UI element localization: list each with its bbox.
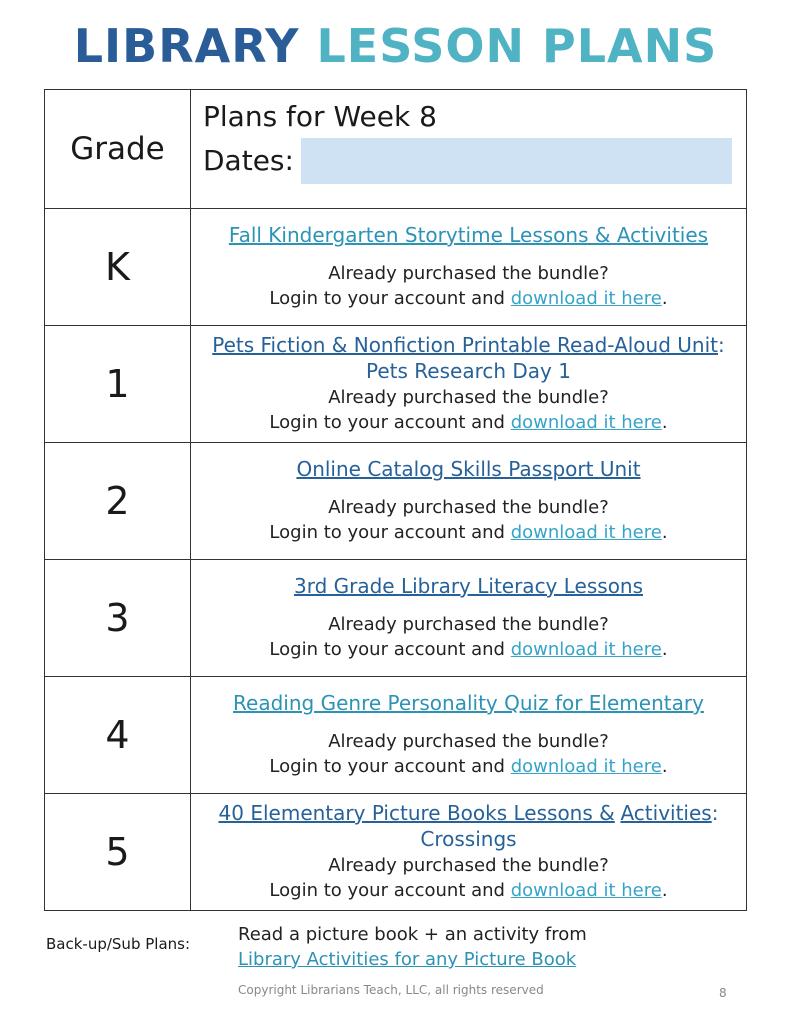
table-row [45,443,747,560]
table-row [45,326,747,443]
page-number: 8 [719,986,727,1000]
lesson-link-activities[interactable]: Activities [620,801,712,825]
already-purchased-text: Already purchased the bundle? [328,387,609,408]
login-text: Login to your account and [269,756,511,777]
table-row [45,209,747,326]
lesson-link[interactable]: Pets Fiction & Nonfiction Printable Read-Aloud Unit [212,333,718,357]
download-link[interactable]: download it here [510,412,662,433]
login-text: Login to your account and [269,522,511,543]
lesson-cell: Online Catalog Skills Passport Unit Already purchased the bundle? Login to your account and download it here. [191,443,747,560]
lesson-cell: Reading Genre Personality Quiz for Elementary Already purchased the bundle? Login to your account and download it here. [191,677,747,794]
download-link[interactable]: download it here [510,639,662,660]
backup-text: Read a picture book + an activity from [238,924,587,945]
grade-cell: 4 [45,677,191,794]
lesson-subtitle: : Crossings [420,801,719,851]
table-row [45,560,747,677]
page-title [0,14,791,78]
title-library: LIBRARY [73,19,300,73]
dates-label: Dates: [203,144,294,177]
lesson-link[interactable]: 3rd Grade Library Literacy Lessons [293,574,644,598]
login-text: Login to your account and [269,288,511,309]
already-purchased-text: Already purchased the bundle? [328,731,609,752]
table-row [45,794,747,911]
backup-plans [238,922,587,972]
already-purchased-text: Already purchased the bundle? [328,263,609,284]
login-text: Login to your account and [269,639,511,660]
grade-header: Grade [45,90,191,209]
title-lesson-plans: LESSON PLANS [316,19,718,73]
lesson-cell: Fall Kindergarten Storytime Lessons & Activities Already purchased the bundle? Login to your account and download it here. [191,209,747,326]
lesson-link[interactable]: Reading Genre Personality Quiz for Elementary [233,691,704,715]
grade-cell: 2 [45,443,191,560]
copyright: Copyright Librarians Teach, LLC, all rights reserved [238,983,544,997]
plans-header-cell [191,90,747,209]
table-header-row [45,90,747,209]
grade-cell: 5 [45,794,191,911]
grade-cell: 3 [45,560,191,677]
dates-field[interactable] [301,138,732,184]
lesson-cell: Pets Fiction & Nonfiction Printable Read-Aloud Unit: Pets Research Day 1 Already purchased the bundle? Login to your account and download it here. [191,326,747,443]
already-purchased-text: Already purchased the bundle? [328,497,609,518]
grade-cell: 1 [45,326,191,443]
download-link[interactable]: download it here [510,288,662,309]
table-row [45,677,747,794]
login-text: Login to your account and [269,880,511,901]
grade-cell: K [45,209,191,326]
lesson-subtitle: : Pets Research Day 1 [366,333,725,383]
lesson-plans-table [44,89,747,911]
lesson-cell: 40 Elementary Picture Books Lessons & Activities: Crossings Already purchased the bundle? Login to your account and download it here. [191,794,747,911]
plans-for-week: Plans for Week 8 [203,100,437,133]
lesson-link[interactable]: 40 Elementary Picture Books Lessons & [218,801,615,825]
backup-label: Back-up/Sub Plans: [46,935,191,953]
backup-link[interactable]: Library Activities for any Picture Book [238,949,577,970]
login-text: Login to your account and [269,412,511,433]
download-link[interactable]: download it here [510,880,662,901]
lesson-link[interactable]: Online Catalog Skills Passport Unit [296,457,641,481]
already-purchased-text: Already purchased the bundle? [328,855,609,876]
lesson-cell: 3rd Grade Library Literacy Lessons Already purchased the bundle? Login to your account and download it here. [191,560,747,677]
download-link[interactable]: download it here [510,756,662,777]
already-purchased-text: Already purchased the bundle? [328,614,609,635]
lesson-link[interactable]: Fall Kindergarten Storytime Lessons & Activities [228,223,709,247]
download-link[interactable]: download it here [510,522,662,543]
